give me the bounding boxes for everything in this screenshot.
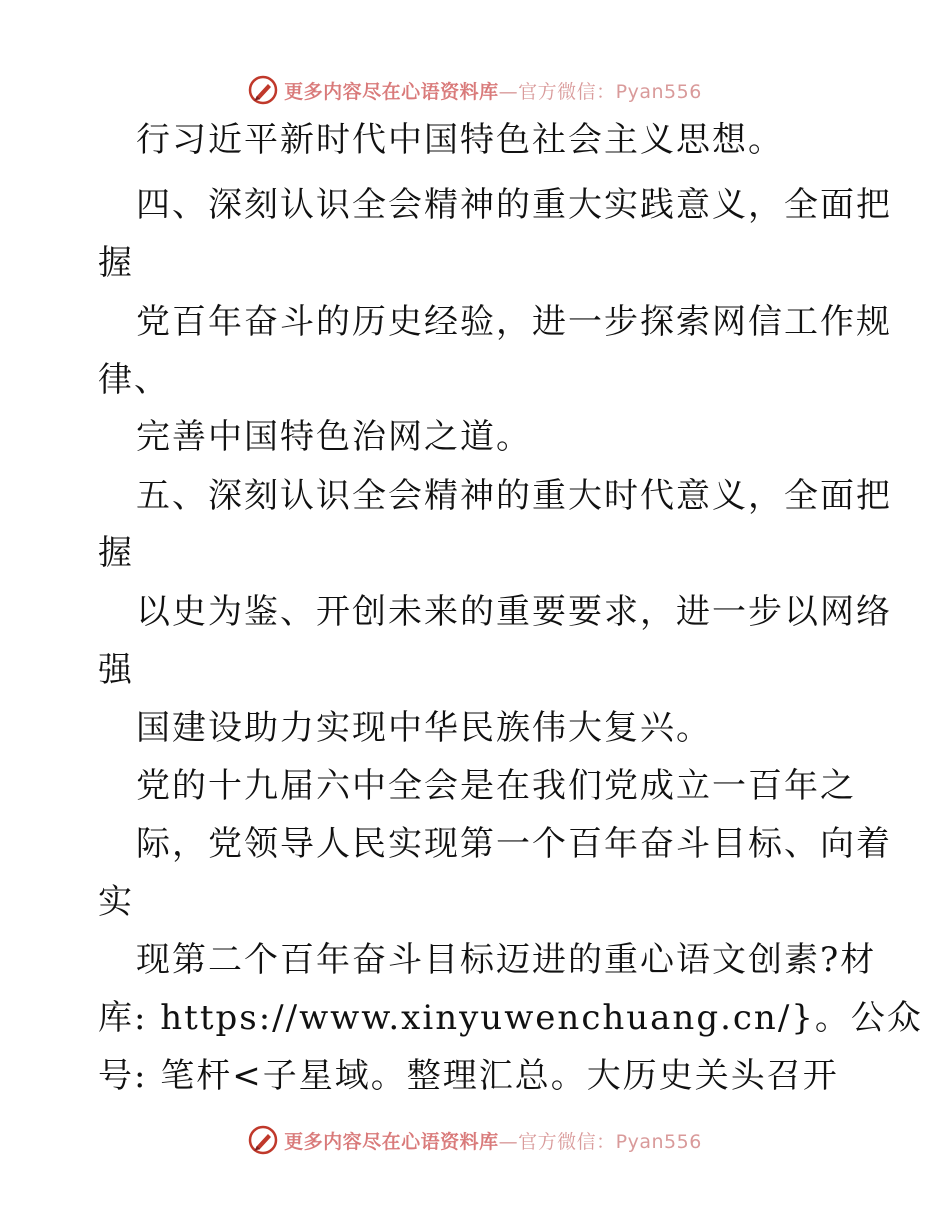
text-line: 实 [98, 882, 134, 922]
text-line: 号: 笔杆<子星域。整理汇总。大历史关头召开 [98, 1056, 839, 1096]
watermark-contact: —官方微信：Pyan556 [498, 1130, 702, 1153]
text-line: 国建设助力实现中华民族伟大复兴。 [136, 708, 712, 748]
watermark-contact: —官方微信：Pyan556 [498, 80, 702, 103]
text-line: 以史为鉴、开创未来的重要要求，进一步以网络 [136, 592, 892, 632]
text-line: 现第二个百年奋斗目标迈进的重心语文创素?材 [136, 940, 877, 980]
watermark-brand: 更多内容尽在心语资料库 [284, 80, 499, 103]
text-line: 四、深刻认识全会精神的重大实践意义，全面把 [136, 185, 892, 225]
text-line: 五、深刻认识全会精神的重大时代意义，全面把 [136, 476, 892, 516]
text-line: 握 [98, 243, 134, 283]
text-line: 完善中国特色治网之道。 [136, 417, 532, 457]
header-watermark [0, 70, 950, 110]
text-line: 行习近平新时代中国特色社会主义思想。 [136, 120, 784, 160]
watermark-brand: 更多内容尽在心语资料库 [284, 1130, 499, 1153]
footer-watermark [0, 1120, 950, 1160]
text-line: 党百年奋斗的历史经验，进一步探索网信工作规 [136, 302, 892, 342]
pen-logo-icon [248, 75, 278, 105]
text-line: 律、 [98, 360, 170, 400]
text-line: 党的十九届六中全会是在我们党成立一百年之 [136, 766, 856, 806]
pen-logo-icon [248, 1125, 278, 1155]
text-line: 际，党领导人民实现第一个百年奋斗目标、向着 [136, 824, 892, 864]
text-line: 握 [98, 533, 134, 573]
text-line: 强 [98, 650, 134, 690]
text-line: 库: https://www.xinyuwenchuang.cn/}。公众 [98, 998, 923, 1038]
